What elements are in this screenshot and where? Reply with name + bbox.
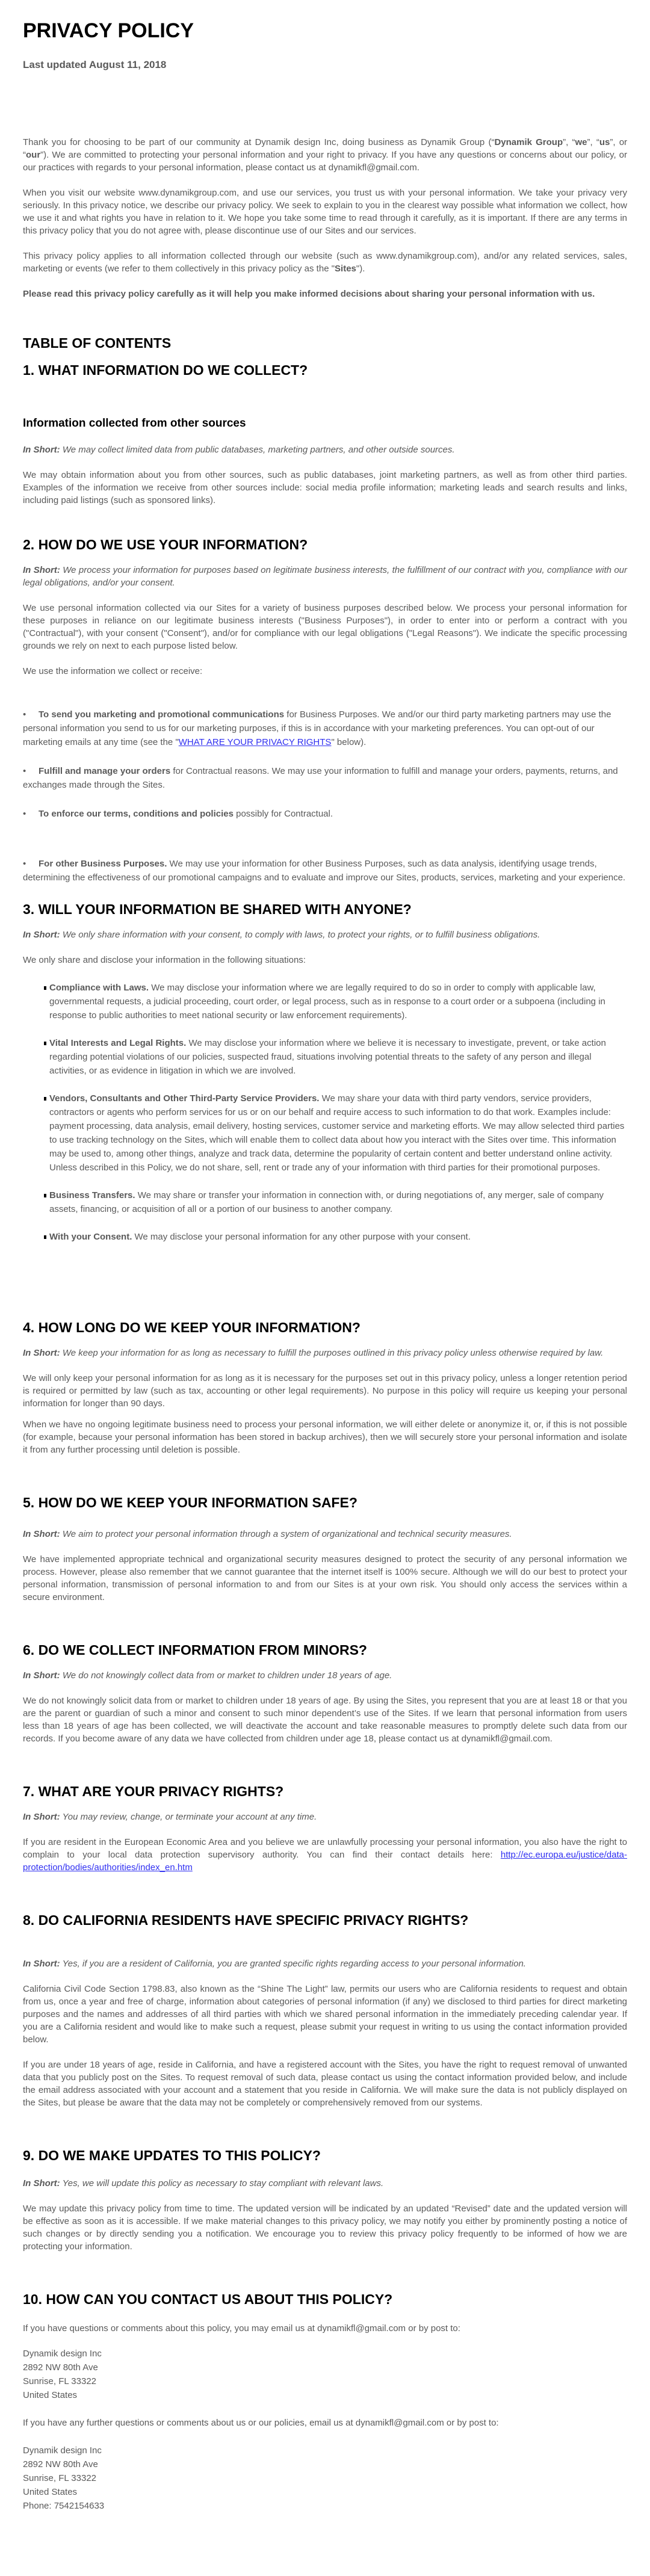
contact-lead-1: If you have questions or comments about this policy, you may email us at dynamikfl@gmail.com or by post to:: [23, 2323, 460, 2334]
section-7-in-short: In Short: You may review, change, or terminate your account at any time.: [23, 1812, 317, 1822]
sharing-item-vital-interests: Vital Interests and Legal Rights. We may disclose your information where we believe it is necessary to investigate, prevent, or take action regarding potential violations of our policies, suspected fraud, situations involving potential threats to the safety of any person and illegal activities, or as evidence in litigation in which we are involved.: [49, 1036, 627, 1078]
section-4: [23, 1320, 627, 1456]
use-item-business: • For other Business Purposes. We may use your information for other Business Purposes, such as data analysis, identifying usage trends, determining the effectiveness of our promotional campaigns and to evaluate and improve our Sites, products, services, marketing and your experience.: [23, 857, 627, 885]
section-5-body: We have implemented appropriate technical and organizational security measures designed to protect the security of any personal information we process. However, please also remember that we cannot guarantee that the internet itself is 100% secure. Although we will do our best to protect your personal information, transmission of personal information to and from our Sites is at your own risk. You should only access the services within a secure environment.: [23, 1554, 627, 1602]
postal-address-1: [23, 2347, 627, 2402]
section-8: [23, 1912, 627, 2109]
section-3-title: 3. WILL YOUR INFORMATION BE SHARED WITH ANYONE?: [23, 901, 412, 917]
address-line: 2892 NW 80th Ave: [23, 2459, 98, 2469]
section-7-title: 7. WHAT ARE YOUR PRIVACY RIGHTS?: [23, 1784, 284, 1799]
intro-paragraph-3: This privacy policy applies to all information collected through our website (such as www.dynamikgroup.com), and/or any related services, sales, marketing or events (we refer to them collectively in this privacy policy as the "Sites").: [23, 251, 627, 274]
eu-data-protection-link[interactable]: http://ec.europa.eu/justice/data-protection/bodies/authorities/index_en.htm: [23, 1850, 627, 1873]
section-6-body: We do not knowingly solicit data from or market to children under 18 years of age. By using the Sites, you represent that you are at least 18 or that you are the parent or guardian of such a minor and consent to such minor dependent’s use of the Sites. If we learn that personal information from users less than 18 years of age has been collected, we will deactivate the account and take reasonable measures to promptly delete such data from our records. If you become aware of any data we have collected from children under age 18, please contact us at dynamikfl@gmail.com.: [23, 1696, 627, 1744]
section-3-in-short: In Short: We only share information with your consent, to comply with laws, to protect your rights, or to fulfill business obligations.: [23, 930, 540, 940]
section-5: [23, 1495, 627, 1604]
section-1-in-short: In Short: We may collect limited data from public databases, marketing partners, and other outside sources.: [23, 445, 455, 455]
section-9-title: 9. DO WE MAKE UPDATES TO THIS POLICY?: [23, 2148, 321, 2163]
sharing-item-business-transfers: Business Transfers. We may share or transfer your information in connection with, or during negotiations of, any merger, sale of company assets, financing, or acquisition of all or a portion of our business to another company.: [49, 1188, 627, 1216]
section-2-in-short: In Short: We process your information for purposes based on legitimate business interests, the fulfillment of our contract with you, compliance with our legal obligations, and/or your consent.: [23, 565, 628, 588]
sharing-item-vendors: Vendors, Consultants and Other Third-Party Service Providers. We may share your data with third party vendors, service providers, contractors or agents who perform services for us or on our behalf and require access to such information to do that work. Examples include: payment processing, data analysis, email delivery, hosting services, customer service and marketing efforts. We may allow selected third parties to use tracking technology on the Sites, which will enable them to collect data about how you interact with the Sites over time. This information may be used to, among other things, analyze and track data, determine the popularity of certain content and better understand online activity. Unless described in this Policy, we do not share, sell, rent or trade any of your information with third parties for their promotional purposes.: [49, 1092, 627, 1175]
intro-paragraph-4: Please read this privacy policy carefully as it will help you make informed decisions about sharing your personal information with us.: [23, 289, 595, 299]
bullet-icon: •: [23, 859, 26, 869]
section-8-body-2: If you are under 18 years of age, reside in California, and have a registered account with the Sites, you have the right to request removal of unwanted data that you publicly post on the Sites. To request removal of such data, please contact us using the contact information provided below, and include the email address associated with your account and a statement that you reside in California. We will make sure the data is not publicly displayed on the Sites, but please be aware that the data may not be completely or comprehensively removed from our systems.: [23, 2060, 627, 2108]
phone-number: Phone: 7542154633: [23, 2501, 105, 2511]
section-7: [23, 1784, 627, 1874]
section-9-in-short: In Short: Yes, we will update this policy as necessary to stay compliant with relevant laws.: [23, 2178, 384, 2188]
privacy-rights-link[interactable]: WHAT ARE YOUR PRIVACY RIGHTS: [178, 737, 332, 747]
section-5-title: 5. HOW DO WE KEEP YOUR INFORMATION SAFE?: [23, 1495, 358, 1510]
section-6-in-short: In Short: We do not knowingly collect data from or market to children under 18 years of age.: [23, 1670, 392, 1681]
section-3: [23, 901, 627, 1244]
section-5-in-short: In Short: We aim to protect your personal information through a system of organizational and technical security measures.: [23, 1529, 512, 1539]
section-6: [23, 1642, 627, 1745]
last-updated: Last updated August 11, 2018: [23, 59, 167, 70]
section-10: [23, 2291, 627, 2531]
intro-paragraph-2: When you visit our website www.dynamikgroup.com, and use our services, you trust us with your personal information. We take your privacy very seriously. In this privacy notice, we describe our privacy policy. We seek to explain to you in the clearest way possible what information we collect, how we use it and what rights you have in relation to it. We hope you take some time to read through it carefully, as it is important. If there are any terms in this privacy policy that you do not agree with, please discontinue use of our Sites and our services.: [23, 188, 627, 236]
sharing-item-compliance: Compliance with Laws. We may disclose your information where we are legally required to do so in order to comply with applicable law, governmental requests, a judicial proceeding, court order, or legal process, such as in response to a court order or a subpoena (including in response to public authorities to meet national security or law enforcement requirements).: [49, 981, 627, 1022]
section-10-title: 10. HOW CAN YOU CONTACT US ABOUT THIS POLICY?: [23, 2291, 393, 2307]
section-8-in-short: In Short: Yes, if you are a resident of California, you are granted specific rights regarding access to your personal information.: [23, 1959, 526, 1969]
use-item-marketing: • To send you marketing and promotional communications for Business Purposes. We and/or our third party marketing partners may use the personal information you send to us for our marketing purposes, if this is in accordance with your marketing preferences. You can opt-out of our marketing emails at any time (see the "WHAT ARE YOUR PRIVACY RIGHTS" below).: [23, 708, 627, 749]
use-item-enforce: • To enforce our terms, conditions and policies possibly for Contractual.: [23, 807, 627, 821]
section-2-title: 2. HOW DO WE USE YOUR INFORMATION?: [23, 537, 308, 552]
section-2-body: We use personal information collected via our Sites for a variety of business purposes described below. We process your personal information for these purposes in reliance on our legitimate business interests ("Business Purposes"), in order to enter into or perform a contract with you ("Contractual"), with your consent ("Consent"), and/or for compliance with our legal obligations ("Legal Reasons"). We indicate the specific processing grounds we rely on next to each purpose listed below.: [23, 603, 627, 651]
contact-lead-2: If you have any further questions or comments about us or our policies, email us at dynamikfl@gmail.com or by post to:: [23, 2418, 499, 2428]
address-line: United States: [23, 2390, 78, 2400]
address-line: Sunrise, FL 33322: [23, 2376, 97, 2386]
postal-address-2: [23, 2444, 627, 2531]
section-1: [23, 362, 627, 507]
bullet-icon: •: [23, 766, 26, 776]
sharing-item-consent: With your Consent. We may disclose your personal information for any other purpose with your consent.: [49, 1230, 627, 1244]
address-line: Dynamik design Inc: [23, 2349, 102, 2359]
use-item-orders: • Fulfill and manage your orders for Contractual reasons. We may use your information to fulfill and manage your orders, payments, returns, and exchanges made through the Sites.: [23, 764, 627, 792]
section-4-body-1: We will only keep your personal information for as long as it is necessary for the purposes set out in this privacy policy, unless a longer retention period is required or permitted by law (such as tax, accounting or other legal requirements). No purpose in this policy will require us keeping your personal information for longer than 90 days.: [23, 1373, 627, 1409]
section-4-body-2: When we have no ongoing legitimate business need to process your personal information, we will either delete or anonymize it, or, if this is not possible (for example, because your personal information has been stored in backup archives), then we will securely store your personal information and isolate it from any further processing until deletion is possible.: [23, 1419, 627, 1455]
section-1-body: We may obtain information about you from other sources, such as public databases, joint marketing partners, as well as from other third parties. Examples of the information we receive from other sources include: social media profile information; marketing leads and search results and links, including paid listings (such as sponsored links).: [23, 470, 627, 505]
bullet-icon: •: [23, 809, 26, 819]
section-4-in-short: In Short: We keep your information for as long as necessary to fulfill the purposes outlined in this privacy policy unless otherwise required by law.: [23, 1348, 604, 1358]
section-1-subtitle: Information collected from other sources: [23, 417, 246, 430]
section-4-title: 4. HOW LONG DO WE KEEP YOUR INFORMATION?: [23, 1320, 361, 1335]
section-2-lead: We use the information we collect or receive:: [23, 666, 203, 676]
section-9-body: We may update this privacy policy from time to time. The updated version will be indicated by an updated “Revised” date and the updated version will be effective as soon as it is accessible. If we make material changes to this privacy policy, we may notify you either by prominently posting a notice of such changes or by directly sending you a notification. We encourage you to review this privacy policy frequently to be informed of how we are protecting your information.: [23, 2204, 627, 2252]
section-8-body-1: California Civil Code Section 1798.83, also known as the “Shine The Light” law, permits our users who are California residents to request and obtain from us, once a year and free of charge, information about categories of personal information (if any) we disclosed to third parties for direct marketing purposes and the names and addresses of all third parties with which we shared personal information in the immediately preceding calendar year. If you are a California resident and would like to make such a request, please submit your request in writing to us using the contact information provided below.: [23, 1984, 627, 2045]
section-7-body: If you are resident in the European Economic Area and you believe we are unlawfully processing your personal information, you also have the right to complain to your local data protection supervisory authority. You can find their contact details here: http://ec.europa.eu/justice/data-protection/bodies/authorities/index_en.htm: [23, 1837, 627, 1873]
section-9: [23, 2148, 627, 2253]
address-line: Dynamik design Inc: [23, 2445, 102, 2456]
address-line: Sunrise, FL 33322: [23, 2473, 97, 2483]
table-of-contents-heading: TABLE OF CONTENTS: [23, 335, 172, 351]
section-3-lead: We only share and disclose your information in the following situations:: [23, 955, 306, 965]
section-1-title: 1. WHAT INFORMATION DO WE COLLECT?: [23, 362, 308, 378]
section-8-title: 8. DO CALIFORNIA RESIDENTS HAVE SPECIFIC PRIVACY RIGHTS?: [23, 1912, 469, 1928]
section-6-title: 6. DO WE COLLECT INFORMATION FROM MINORS?: [23, 1642, 367, 1658]
page-title: PRIVACY POLICY: [23, 19, 194, 42]
sharing-situations-list: [23, 981, 627, 1244]
intro-paragraph-1: Thank you for choosing to be part of our community at Dynamik design Inc, doing business as Dynamik Group (“Dynamik Group”, “we”, “us”, or “our”). We are committed to protecting your personal information and your right to privacy. If you have any questions or concerns about our policy, or our practices with regards to your personal information, please contact us at dynamikfl@gmail.com.: [23, 137, 628, 173]
section-2: [23, 537, 627, 885]
address-line: 2892 NW 80th Ave: [23, 2362, 98, 2373]
bullet-icon: •: [23, 709, 26, 720]
address-line: United States: [23, 2487, 78, 2497]
